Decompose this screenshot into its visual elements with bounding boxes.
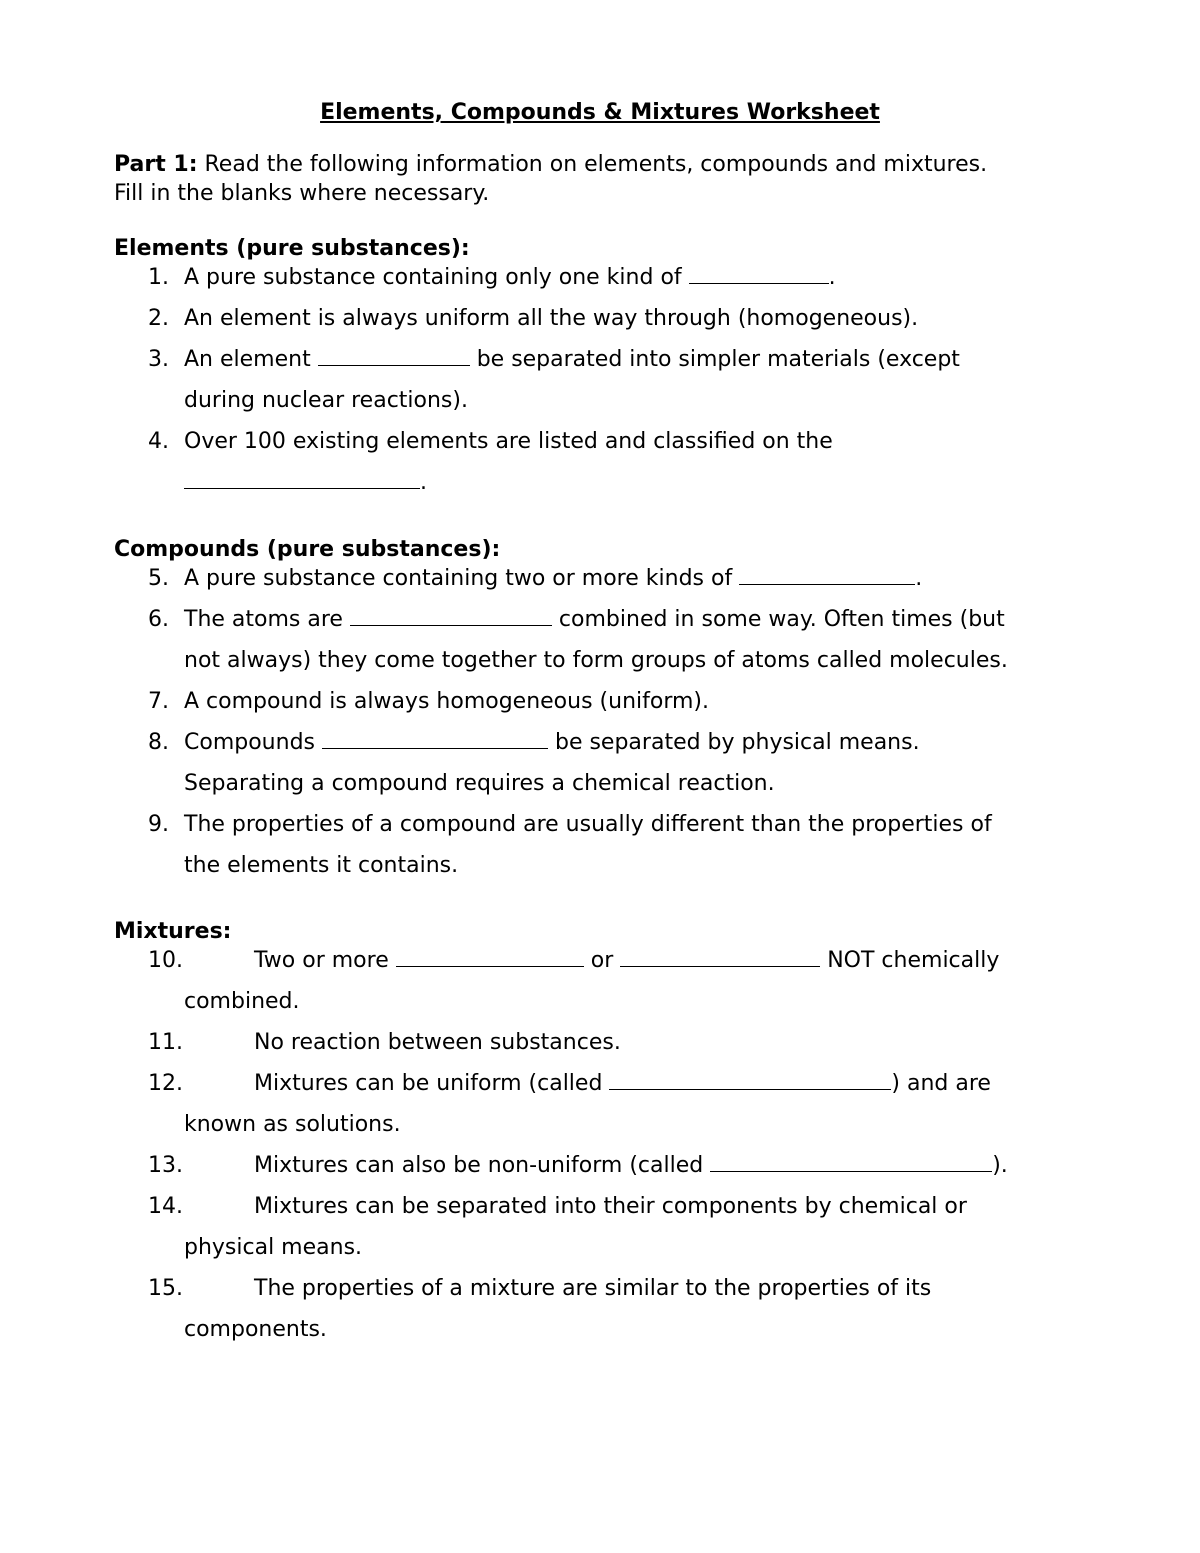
blank-line[interactable] <box>689 257 829 284</box>
blank-line[interactable] <box>350 599 552 626</box>
intro-line-2: Fill in the blanks where necessary. <box>114 181 490 206</box>
item-number: 15. <box>148 1276 183 1301</box>
list-item <box>114 1186 1114 1268</box>
item-text: An element is always uniform all the way through (homogeneous). <box>184 306 919 331</box>
item-number: 3. <box>148 347 169 372</box>
blank-line[interactable] <box>620 940 820 967</box>
item-text: be separated into simpler materials (except <box>469 347 960 372</box>
list-item <box>114 558 1114 599</box>
item-text: A pure substance containing only one kind of <box>184 265 689 290</box>
compounds-section <box>114 535 1114 886</box>
compounds-heading: Compounds (pure substances): <box>114 537 501 562</box>
blank-line[interactable] <box>739 558 915 585</box>
item-text: The properties of a mixture are similar to the properties of its <box>254 1276 932 1301</box>
list-item <box>114 1145 1114 1186</box>
list-item <box>114 940 1114 1022</box>
item-text: . <box>828 265 836 290</box>
item-text: combined in some way. Often times (but <box>551 607 1005 632</box>
list-item <box>114 722 1114 804</box>
item-text: during nuclear reactions). <box>184 388 468 413</box>
item-text: known as solutions. <box>184 1112 401 1137</box>
item-number: 9. <box>148 812 169 837</box>
item-number: 2. <box>148 306 169 331</box>
item-text: The atoms are <box>184 607 350 632</box>
item-text: not always) they come together to form groups of atoms called molecules. <box>184 648 1008 673</box>
item-text: NOT chemically <box>820 948 1000 973</box>
list-item <box>114 257 1114 298</box>
item-text: . <box>420 470 427 495</box>
item-text: or <box>583 948 621 973</box>
list-item <box>114 599 1114 681</box>
blank-line[interactable] <box>396 940 584 967</box>
item-number: 1. <box>148 265 169 290</box>
list-item <box>114 1022 1114 1063</box>
intro-line-1: Read the following information on elements, compounds and mixtures. <box>197 152 988 177</box>
list-item <box>114 298 1114 339</box>
item-text: ) and are <box>891 1071 991 1096</box>
part-label: Part 1: <box>114 152 198 177</box>
item-text: be separated by physical means. <box>547 730 920 755</box>
item-number: 10. <box>148 948 183 973</box>
list-item <box>114 1063 1114 1145</box>
list-item <box>114 339 1114 421</box>
item-text: Mixtures can be separated into their components by chemical or <box>254 1194 967 1219</box>
item-text: A compound is always homogeneous (uniform). <box>184 689 709 714</box>
list-item <box>114 421 1114 503</box>
item-text: Mixtures can also be non-uniform (called <box>254 1153 711 1178</box>
list-item <box>114 1268 1114 1350</box>
item-text: components. <box>184 1317 327 1342</box>
blank-line[interactable] <box>609 1063 891 1090</box>
list-item <box>114 681 1114 722</box>
item-number: 6. <box>148 607 169 632</box>
blank-line[interactable] <box>184 462 420 489</box>
item-number: 8. <box>148 730 169 755</box>
item-text: The properties of a compound are usually different than the properties of <box>184 812 992 837</box>
mixtures-heading: Mixtures: <box>114 919 232 944</box>
item-text: Separating a compound requires a chemical reaction. <box>184 771 775 796</box>
blank-line[interactable] <box>318 339 470 366</box>
item-text: Compounds <box>184 730 322 755</box>
item-number: 5. <box>148 566 169 591</box>
elements-heading: Elements (pure substances): <box>114 236 470 261</box>
item-text: the elements it contains. <box>184 853 459 878</box>
mixtures-section <box>114 917 1114 1350</box>
item-text: physical means. <box>184 1235 363 1260</box>
item-text: combined. <box>184 989 300 1014</box>
item-number: 7. <box>148 689 169 714</box>
item-number: 4. <box>148 429 169 454</box>
item-text: ). <box>992 1153 1008 1178</box>
item-text: A pure substance containing two or more kinds of <box>184 566 740 591</box>
blank-line[interactable] <box>710 1145 992 1172</box>
page-title: Elements, Compounds & Mixtures Worksheet <box>320 100 880 125</box>
blank-line[interactable] <box>322 722 548 749</box>
item-text: . <box>915 566 923 591</box>
item-number: 14. <box>148 1194 183 1219</box>
intro-paragraph <box>114 150 1114 208</box>
item-number: 12. <box>148 1071 183 1096</box>
item-text: Over 100 existing elements are listed and classified on the <box>184 429 833 454</box>
item-number: 13. <box>148 1153 183 1178</box>
item-text: No reaction between substances. <box>254 1030 621 1055</box>
item-text: Two or more <box>254 948 396 973</box>
elements-section <box>114 234 1114 503</box>
item-text: Mixtures can be uniform (called <box>254 1071 610 1096</box>
item-text: An element <box>184 347 318 372</box>
item-number: 11. <box>148 1030 183 1055</box>
list-item <box>114 804 1114 886</box>
